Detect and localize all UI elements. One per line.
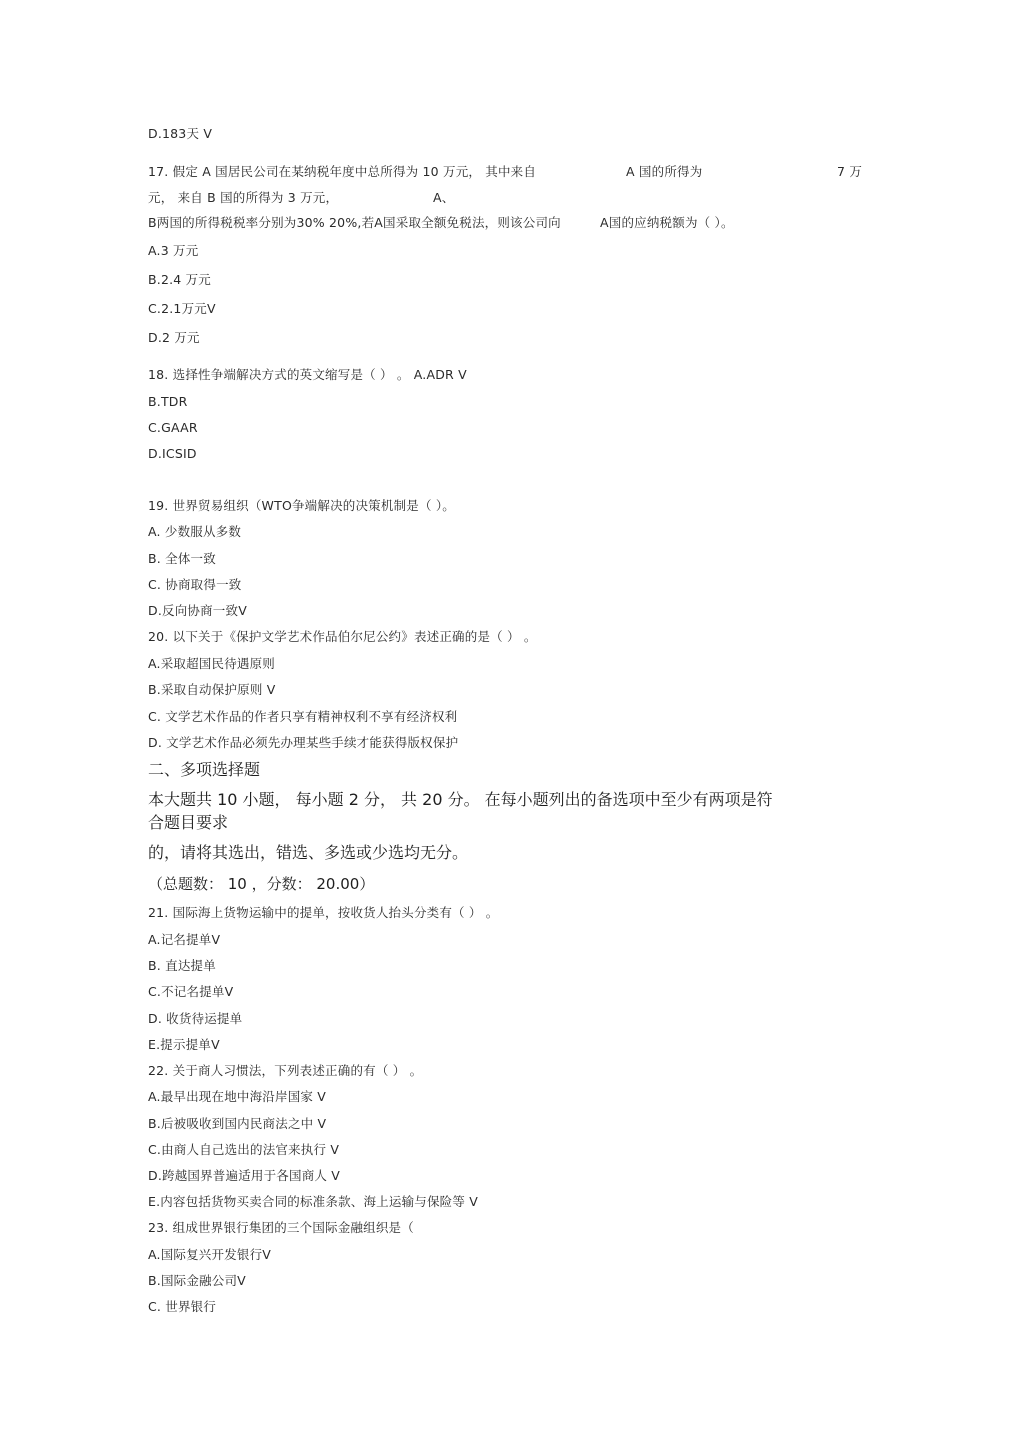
q19-option-d: D.反向协商一致V — [148, 603, 247, 618]
q17-stem-line3-end: A国的应纳税额为（ ）。 — [600, 215, 734, 230]
q19-option-a: A. 少数服从多数 — [148, 524, 242, 539]
section-title: 二、多项选择题 — [148, 760, 261, 779]
q23-option-b: B.国际金融公司V — [148, 1273, 246, 1288]
q23-stem: 23. 组成世界银行集团的三个国际金融组织是（ — [148, 1220, 414, 1235]
q17-stem-line1-end: 7 万 — [837, 164, 863, 179]
section-description-line2: 合题目要求 — [148, 813, 229, 832]
q20-option-a: A.采取超国民待遇原则 — [148, 656, 276, 671]
q17-option-d: D.2 万元 — [148, 330, 200, 345]
q23-option-c: C. 世界银行 — [148, 1299, 217, 1314]
q20-option-d: D. 文学艺术作品必须先办理某些手续才能获得版权保护 — [148, 735, 459, 750]
section-meta: （总题数： 10 ，分数： 20.00） — [148, 875, 375, 893]
q22-stem: 22. 关于商人习惯法，下列表述正确的有（ ） 。 — [148, 1063, 423, 1078]
q22-option-d: D.跨越国界普遍适用于各国商人 V — [148, 1168, 341, 1183]
q17-option-b: B.2.4 万元 — [148, 272, 212, 287]
q20-stem: 20. 以下关于《保护文学艺术作品伯尔尼公约》表述正确的是（ ） 。 — [148, 629, 537, 644]
q16-option-d: D.183天 V — [148, 126, 213, 141]
q18-option-b: B.TDR — [148, 394, 188, 409]
q17-stem-line3: B两国的所得税税率分别为30% 20%,若A国采取全额免税法，则该公司向 — [148, 215, 561, 230]
q17-option-a: A.3 万元 — [148, 243, 199, 258]
q17-stem-line1: 17. 假定 A 国居民公司在某纳税年度中总所得为 10 万元， 其中来自 — [148, 164, 537, 179]
section-description-line3: 的，请将其选出，错选、多选或少选均无分。 — [148, 843, 469, 862]
q17-stem-line2: 元， 来自 B 国的所得为 3 万元， — [148, 190, 339, 205]
q19-option-c: C. 协商取得一致 — [148, 577, 242, 592]
q21-stem: 21. 国际海上货物运输中的提单，按收货人抬头分类有（ ） 。 — [148, 905, 499, 920]
q18-stem: 18. 选择性争端解决方式的英文缩写是（ ） 。 A.ADR V — [148, 367, 467, 382]
q19-option-b: B. 全体一致 — [148, 551, 216, 566]
q23-option-a: A.国际复兴开发银行V — [148, 1247, 272, 1262]
q17-stem-line1-mid: A 国的所得为 — [626, 164, 703, 179]
q20-option-c: C. 文学艺术作品的作者只享有精神权利不享有经济权利 — [148, 709, 458, 724]
q21-option-d: D. 收货待运提单 — [148, 1011, 243, 1026]
q21-option-b: B. 直达提单 — [148, 958, 216, 973]
q22-option-a: A.最早出现在地中海沿岸国家 V — [148, 1089, 327, 1104]
q22-option-b: B.后被吸收到国内民商法之中 V — [148, 1116, 327, 1131]
q18-option-d: D.ICSID — [148, 446, 197, 461]
section-description-line1: 本大题共 10 小题， 每小题 2 分， 共 20 分。 在每小题列出的备选项中至少有两项是符 — [148, 790, 773, 809]
q20-option-b: B.采取自动保护原则 V — [148, 682, 276, 697]
q22-option-e: E.内容包括货物买卖合同的标准条款、海上运输与保险等 V — [148, 1194, 478, 1209]
q22-option-c: C.由商人自己选出的法官来执行 V — [148, 1142, 340, 1157]
q18-option-c: C.GAAR — [148, 420, 198, 435]
q19-stem: 19. 世界贸易组织（WTO争端解决的决策机制是（ ）。 — [148, 498, 456, 513]
q21-option-e: E.提示提单V — [148, 1037, 220, 1052]
q17-option-c: C.2.1万元V — [148, 301, 216, 316]
q17-stem-line2-end: A、 — [433, 190, 455, 205]
q21-option-c: C.不记名提单V — [148, 984, 234, 999]
q21-option-a: A.记名提单V — [148, 932, 221, 947]
